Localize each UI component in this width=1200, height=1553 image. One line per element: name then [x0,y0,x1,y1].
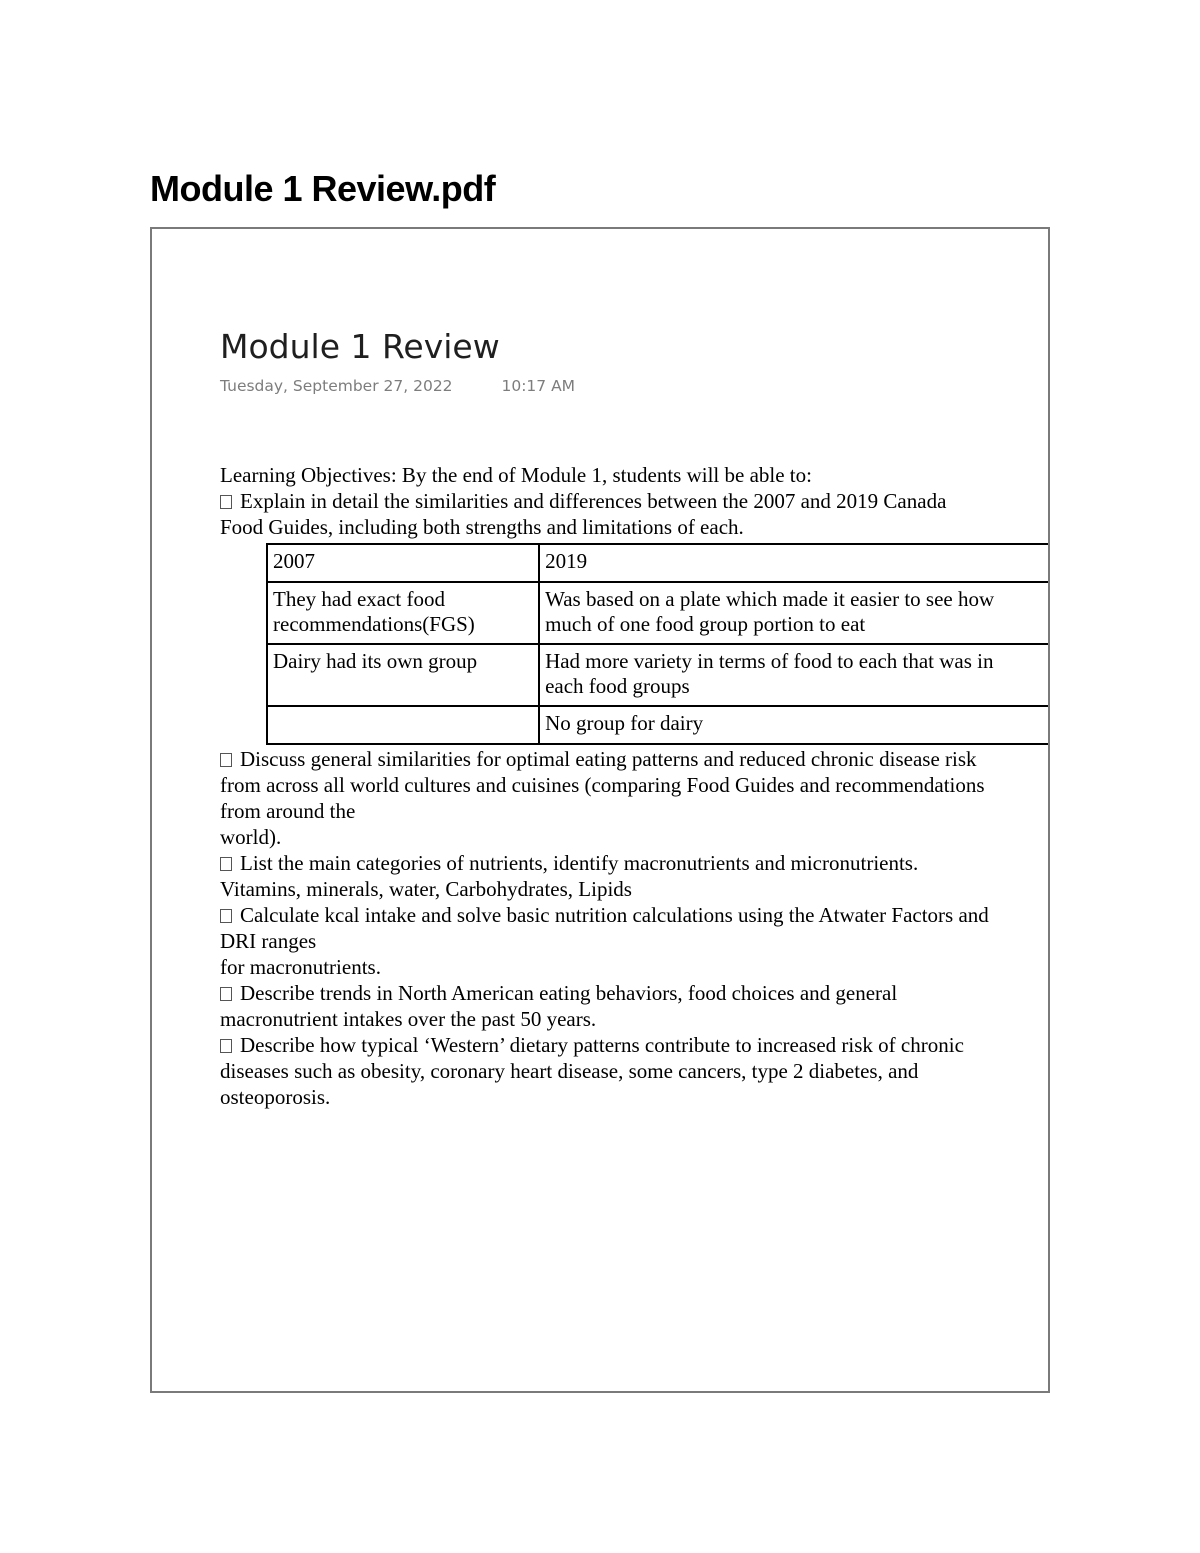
objective-2-line-3: from around the [220,799,356,823]
objective-2-line-4: world). [220,825,282,849]
page-meta [220,377,575,395]
objective-6-line-3: osteoporosis. [220,1085,331,1109]
checkbox-bullet-icon [220,1039,232,1053]
body-text [220,462,1050,1110]
objective-3-line-1: List the main categories of nutrients, identify macronutrients and micronutrients. [220,850,1050,876]
objective-4-line-3: for macronutrients. [220,955,381,979]
objective-2-line-2: from across all world cultures and cuisines (comparing Food Guides and recommendations [220,773,985,797]
objective-5-line-2: macronutrient intakes over the past 50 years. [220,1007,597,1031]
objective-1-line-2: Food Guides, including both strengths and limitations of each. [220,515,744,539]
comparison-table [266,543,1050,745]
objectives-continued [220,746,1050,1110]
page-date: Tuesday, September 27, 2022 [220,377,453,395]
intro-text: Learning Objectives: By the end of Module 1, students will be able to: [220,463,812,487]
table-header-cell: 2007 [267,544,539,582]
objective-4-line-1: Calculate kcal intake and solve basic nutrition calculations using the Atwater Factors and [220,902,1050,928]
objective-6-line-2: diseases such as obesity, coronary heart disease, some cancers, type 2 diabetes, and [220,1059,919,1083]
table-cell: Was based on a plate which made it easier to see how much of one food group portion to eat [539,582,1050,644]
table-cell [267,706,539,744]
objective-2-line-1: Discuss general similarities for optimal eating patterns and reduced chronic disease risk [220,746,1050,772]
table-row [267,706,1050,744]
table-cell: Dairy had its own group [267,644,539,706]
objective-5-line-1: Describe trends in North American eating behaviors, food choices and general [220,980,1050,1006]
page-time: 10:17 AM [501,377,576,395]
file-title: Module 1 Review.pdf [150,168,496,209]
objective-1-line-1: Explain in detail the similarities and differences between the 2007 and 2019 Canada [220,488,1050,514]
checkbox-bullet-icon [220,909,232,923]
checkbox-bullet-icon [220,987,232,1001]
pdf-page-frame [150,227,1050,1393]
table-cell: They had exact food recommendations(FGS) [267,582,539,644]
objective-3-note: Vitamins, minerals, water, Carbohydrates, Lipids [220,877,632,901]
objective-4-line-2: DRI ranges [220,929,317,953]
table-cell: Had more variety in terms of food to each that was in each food groups [539,644,1050,706]
page-title: Module 1 Review [220,327,500,366]
table-row [267,582,1050,644]
checkbox-bullet-icon [220,857,232,871]
checkbox-bullet-icon [220,495,232,509]
table-header-row [267,544,1050,582]
table-cell: No group for dairy [539,706,1050,744]
checkbox-bullet-icon [220,753,232,767]
objective-6-line-1: Describe how typical ‘Western’ dietary patterns contribute to increased risk of chronic [220,1032,1050,1058]
table-row [267,644,1050,706]
table-header-cell: 2019 [539,544,1050,582]
